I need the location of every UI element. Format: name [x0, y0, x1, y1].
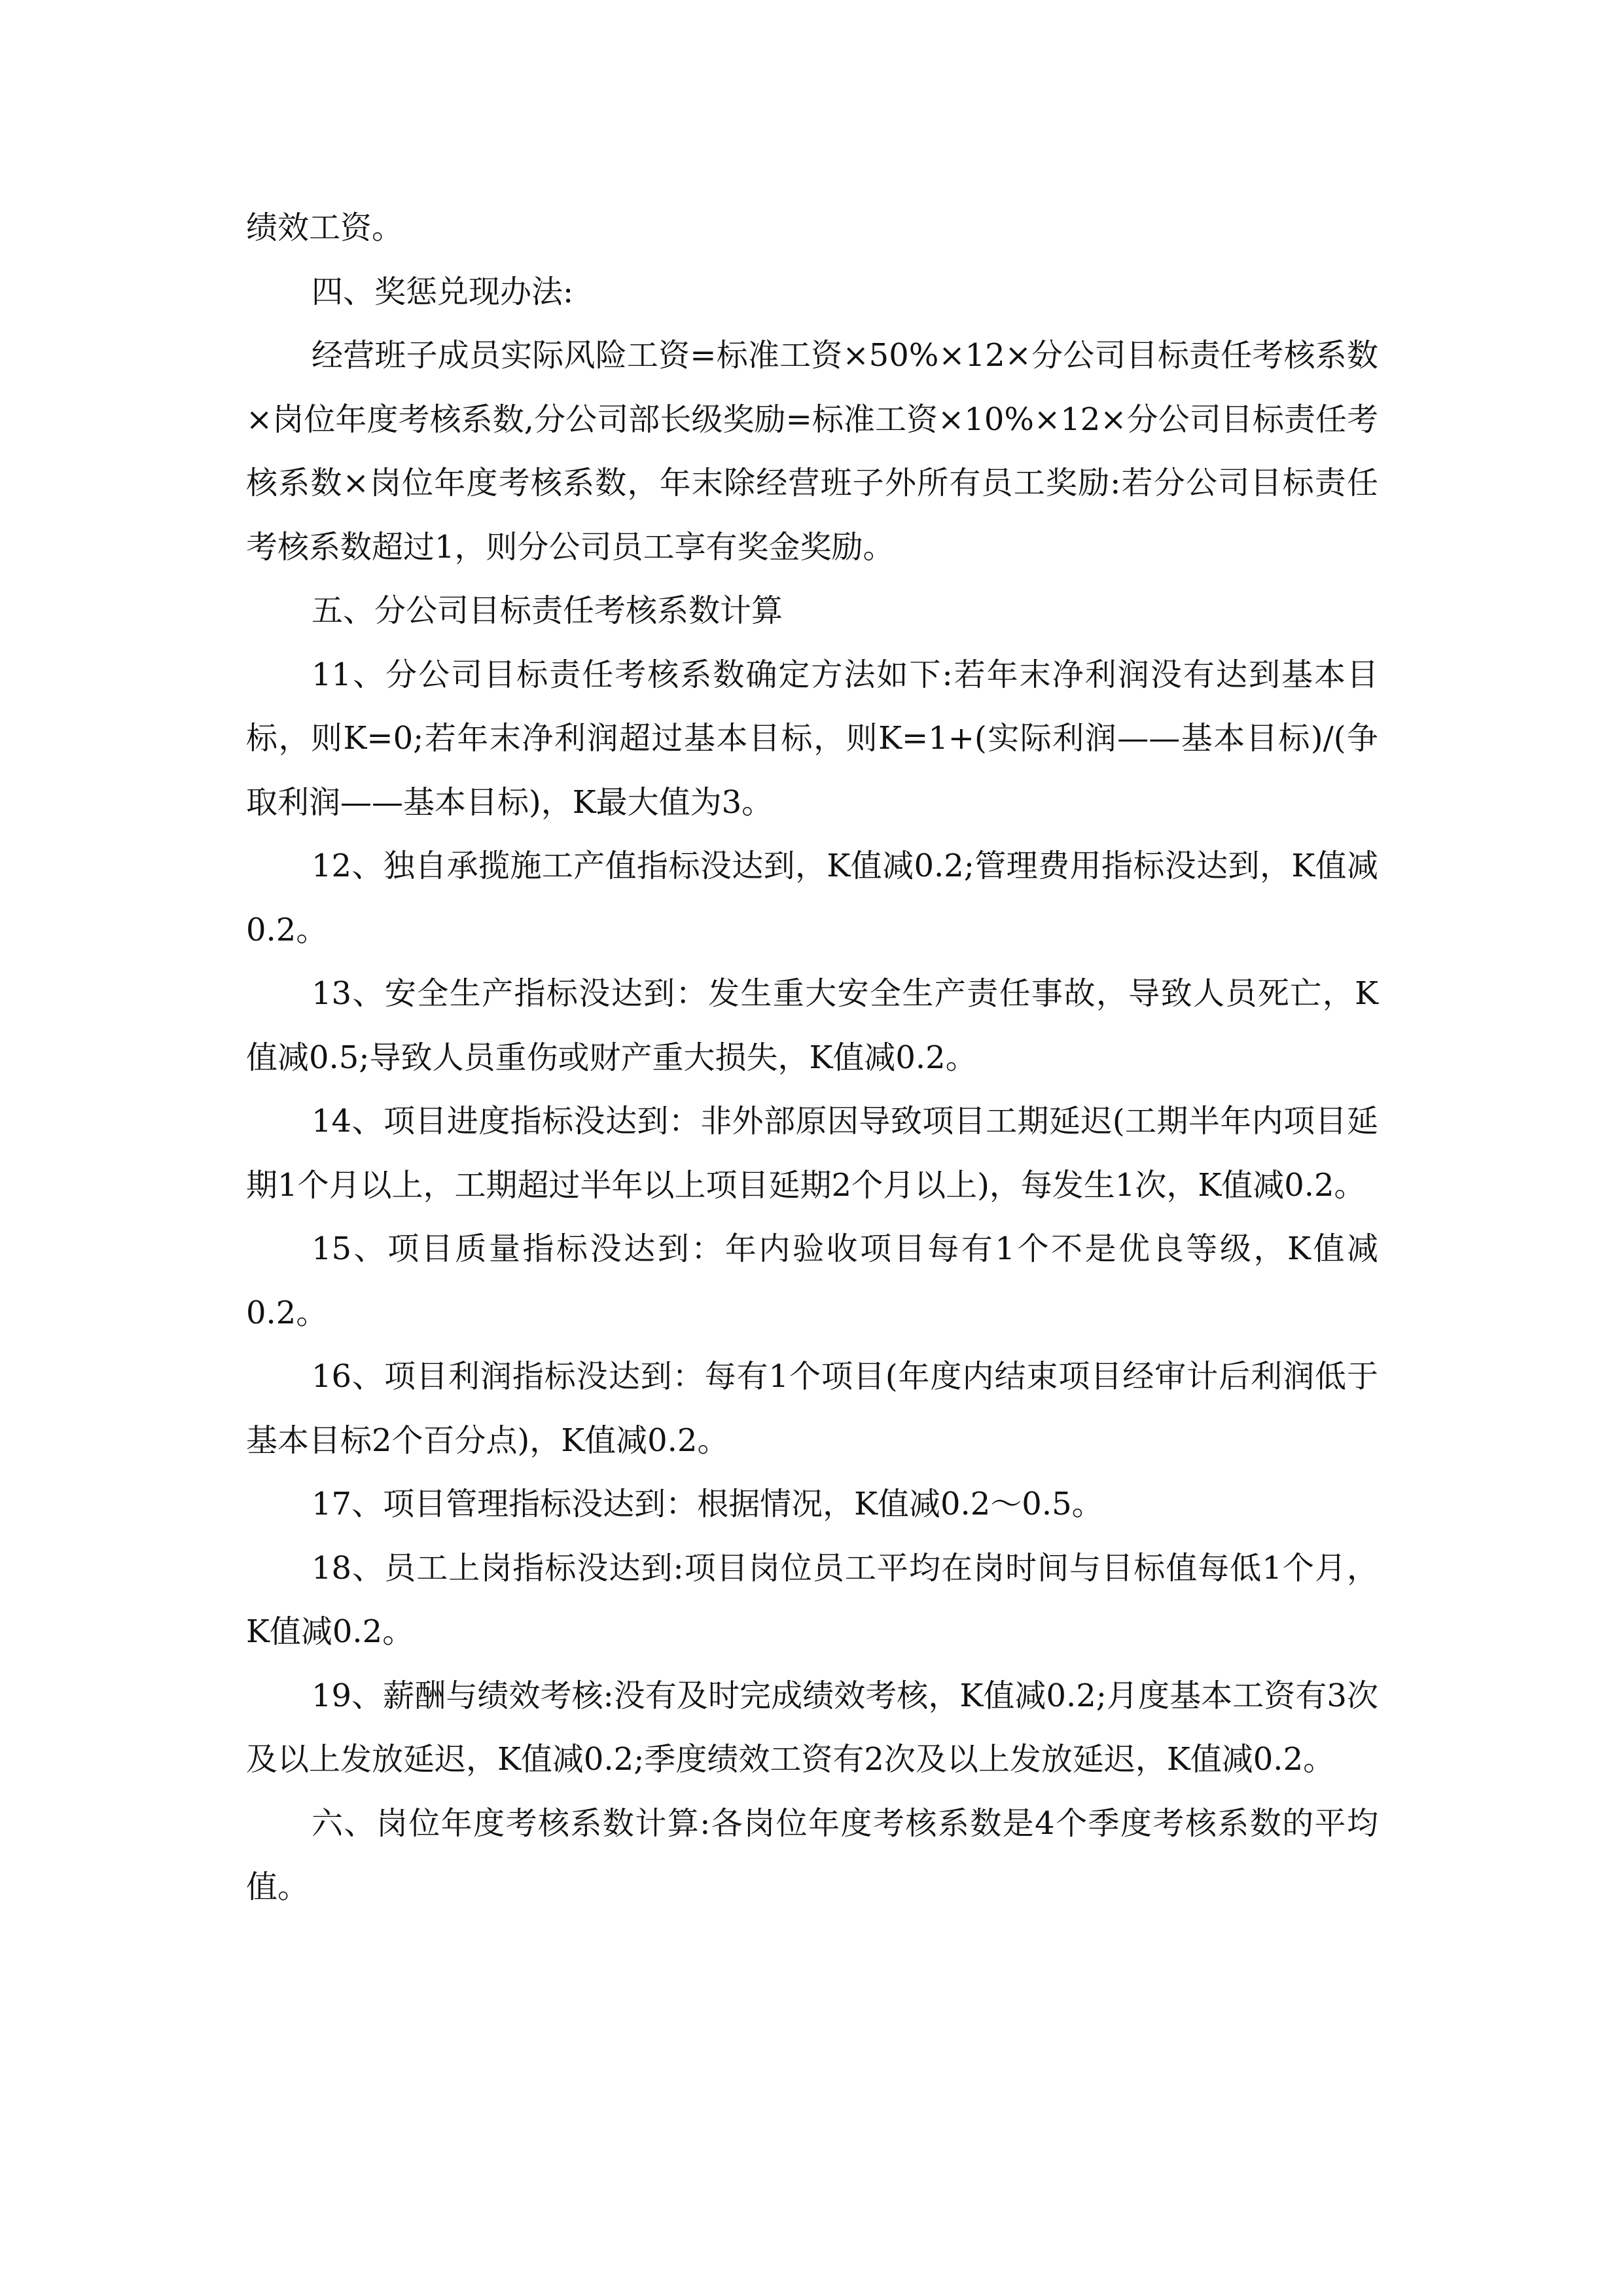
clause-12: 12、独自承揽施工产值指标没达到，K值减0.2;管理费用指标没达到，K值减0.2。 [246, 848, 1378, 948]
section-heading-annual: 六、岗位年度考核系数计算:各岗位年度考核系数是4个季度考核系数的平均值。 [246, 1804, 1378, 1905]
section-heading-coefficient: 五、分公司目标责任考核系数计算 [312, 592, 783, 629]
clause-17: 17、项目管理指标没达到：根据情况，K值减0.2～0.5。 [312, 1486, 1103, 1522]
clause-14: 14、项目进度指标没达到：非外部原因导致项目工期延迟(工期半年内项目延期1个月以上，工期超过半年以上项目延期2个月以上)，每发生1次，K值减0.2。 [246, 1103, 1378, 1204]
clause-19: 19、薪酬与绩效考核:没有及时完成绩效考核，K值减0.2;月度基本工资有3次及以上发放延迟，K值减0.2;季度绩效工资有2次及以上发放延迟，K值减0.2。 [246, 1677, 1378, 1778]
clause-18: 18、员工上岗指标没达到:项目岗位员工平均在岗时间与目标值每低1个月，K值减0.2。 [246, 1549, 1378, 1650]
paragraph-rewards-formula: 经营班子成员实际风险工资=标准工资×50%×12×分公司目标责任考核系数×岗位年度考核系数,分公司部长级奖励=标准工资×10%×12×分公司目标责任考核系数×岗位年度考核系数，年末除经营班子外所有员工奖励:若分公司目标责任考核系数超过1，则分公司员工享有奖金奖励。 [246, 337, 1378, 565]
paragraph-continuation: 绩效工资。 [246, 209, 404, 246]
clause-11: 11、分公司目标责任考核系数确定方法如下:若年末净利润没有达到基本目标，则K=0;若年末净利润超过基本目标，则K=1+(实际利润——基本目标)/(争取利润——基本目标)，K最大值为3。 [246, 656, 1378, 821]
clause-13: 13、安全生产指标没达到：发生重大安全生产责任事故，导致人员死亡，K值减0.5;导致人员重伤或财产重大损失，K值减0.2。 [246, 975, 1378, 1076]
clause-16: 16、项目利润指标没达到：每有1个项目(年度内结束项目经审计后利润低于基本目标2个百分点)，K值减0.2。 [246, 1358, 1378, 1459]
clause-15: 15、项目质量指标没达到：年内验收项目每有1个不是优良等级，K值减0.2。 [246, 1230, 1378, 1331]
section-heading-rewards: 四、奖惩兑现办法: [312, 273, 574, 310]
document-body [246, 196, 1378, 1920]
